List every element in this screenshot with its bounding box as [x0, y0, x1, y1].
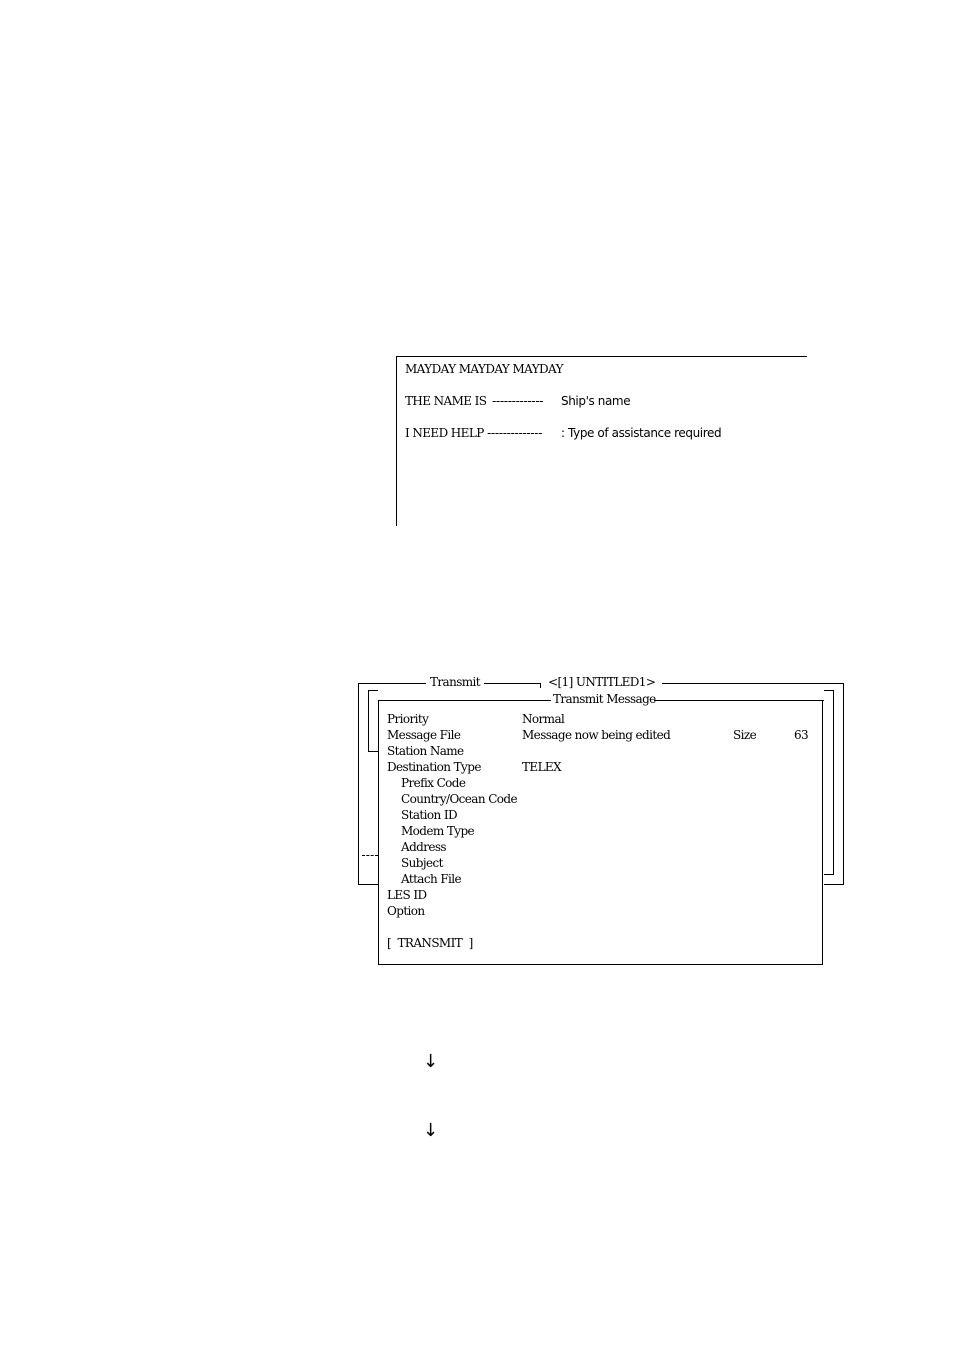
outer-window-border [540, 683, 541, 688]
help-label: I NEED HELP [405, 426, 484, 440]
down-arrow-icon: ↓ [423, 1051, 439, 1072]
field-option[interactable]: Option [387, 904, 425, 918]
middle-window-border [824, 690, 834, 691]
outer-window-border [484, 683, 540, 684]
size-label: Size [733, 728, 757, 742]
outer-window-border [662, 683, 843, 684]
outer-window-title: Transmit [430, 675, 481, 689]
editor-frame-top [396, 356, 807, 357]
middle-window-border [368, 690, 378, 691]
field-message-file[interactable]: Message File [387, 728, 461, 742]
dashed-connector [362, 855, 378, 856]
transmit-button[interactable]: [ TRANSMIT ] [387, 936, 473, 950]
field-priority[interactable]: Priority [387, 712, 429, 726]
field-address[interactable]: Address [401, 840, 446, 854]
help-note: : Type of assistance required [561, 426, 722, 440]
field-attach-file[interactable]: Attach File [401, 872, 462, 886]
field-subject[interactable]: Subject [401, 856, 443, 870]
middle-window-border [368, 751, 378, 752]
field-country-ocean-code[interactable]: Country/Ocean Code [401, 792, 517, 806]
outer-window-border [358, 683, 426, 684]
outer-window-border [843, 683, 844, 884]
field-les-id[interactable]: LES ID [387, 888, 427, 902]
down-arrow-icon: ↓ [423, 1120, 439, 1141]
mayday-line: MAYDAY MAYDAY MAYDAY [405, 362, 563, 376]
inner-window-border [378, 700, 551, 701]
file-tab[interactable]: <[1] UNTITLED1> [548, 675, 656, 689]
middle-window-border [824, 874, 834, 875]
middle-window-border [368, 690, 369, 751]
name-dashes: ------------- [492, 394, 544, 408]
field-modem-type[interactable]: Modem Type [401, 824, 475, 838]
outer-window-border [358, 683, 359, 884]
help-dashes: -------------- [487, 426, 543, 440]
outer-window-border [358, 884, 378, 885]
field-prefix-code[interactable]: Prefix Code [401, 776, 466, 790]
field-station-name[interactable]: Station Name [387, 744, 464, 758]
value-priority: Normal [522, 712, 565, 726]
field-station-id[interactable]: Station ID [401, 808, 457, 822]
inner-window-border [654, 700, 824, 701]
value-message-file: Message now being edited [522, 728, 671, 742]
name-note: Ship's name [561, 394, 631, 408]
name-label: THE NAME IS [405, 394, 487, 408]
outer-window-border [824, 884, 844, 885]
field-destination-type[interactable]: Destination Type [387, 760, 481, 774]
value-destination-type: TELEX [522, 760, 562, 774]
inner-window-title: Transmit Message [553, 692, 656, 706]
middle-window-border [833, 690, 834, 874]
editor-frame-left [396, 356, 397, 526]
size-value: 63 [794, 728, 809, 742]
